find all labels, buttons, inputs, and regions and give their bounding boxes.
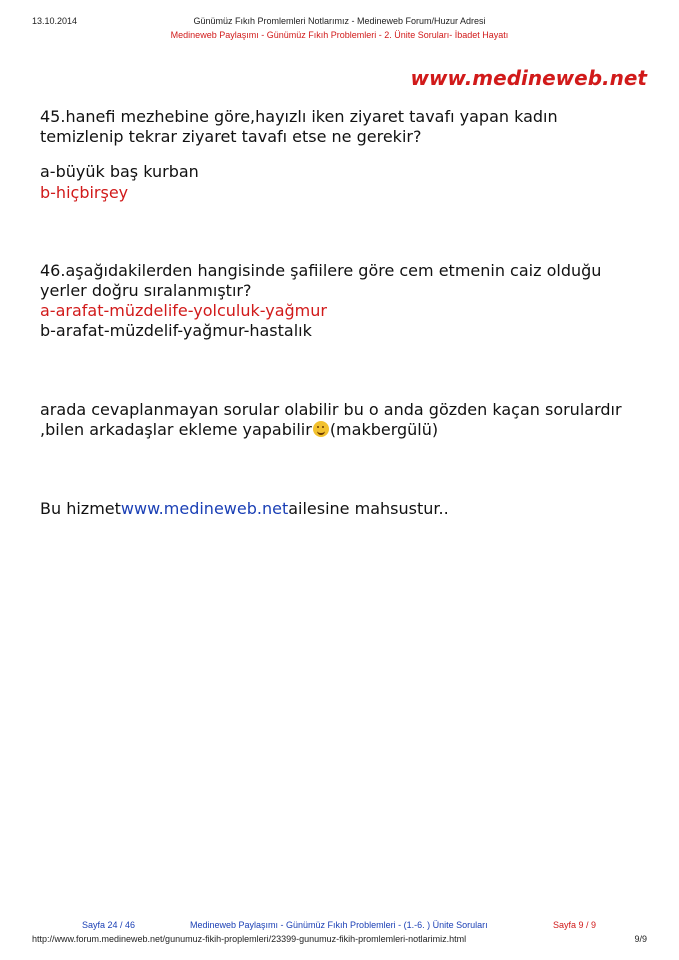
- question-45: [40, 107, 558, 147]
- watermark-url[interactable]: www.medineweb.net: [410, 66, 647, 90]
- question-45-option-b-answer: b-hiçbirşey: [40, 183, 129, 202]
- question-46-option-b: b-arafat-müzdelif-yağmur-hastalık: [40, 321, 312, 340]
- note-line-2-text: ,bilen arkadaşlar ekleme yapabilir: [40, 420, 312, 439]
- question-45-line-2: temizlenip tekrar ziyaret tavafı etse ne gerekir?: [40, 127, 422, 146]
- service-line: [40, 499, 449, 519]
- footer-title: Medineweb Paylaşımı - Günümüz Fıkıh Problemleri - (1.-6. ) Ünite Soruları: [190, 920, 488, 930]
- question-46-line-2: yerler doğru sıralanmıştır?: [40, 281, 252, 300]
- note-line-2: [40, 420, 622, 440]
- service-suffix: ailesine mahsustur..: [288, 499, 449, 518]
- note-line-1: arada cevaplanmayan sorular olabilir bu o anda gözden kaçan sorulardır: [40, 400, 622, 419]
- footer-page-number: Sayfa 9 / 9: [553, 920, 597, 930]
- service-prefix: Bu hizmet: [40, 499, 121, 518]
- question-46: [40, 261, 601, 301]
- footer-url[interactable]: http://www.forum.medineweb.net/gunumuz-fikih-proplemleri/23399-gunumuz-fikih-promlemleri-notlarimiz.html: [32, 934, 467, 944]
- question-45-line-1: 45.hanefi mezhebine göre,hayızlı iken ziyaret tavafı yapan kadın: [40, 107, 558, 126]
- print-date: 13.10.2014: [32, 16, 78, 26]
- question-46-option-a-answer: a-arafat-müzdelife-yolculuk-yağmur: [40, 301, 327, 320]
- footer-page-count: Sayfa 24 / 46: [82, 920, 136, 930]
- note-paragraph: [40, 400, 622, 440]
- service-link[interactable]: www.medineweb.net: [120, 499, 289, 518]
- pdf-page-indicator: 9/9: [634, 934, 647, 944]
- site-title: Günümüz Fıkıh Promlemleri Notlarımız - Medineweb Forum/Huzur Adresi: [193, 16, 486, 26]
- smiley-icon: [313, 421, 329, 437]
- document-subtitle: Medineweb Paylaşımı - Günümüz Fıkıh Problemleri - 2. Ünite Soruları- İbadet Hayatı: [170, 30, 509, 40]
- note-author: (makbergülü): [329, 420, 439, 439]
- question-45-option-a: a-büyük baş kurban: [40, 162, 199, 181]
- question-46-line-1: 46.aşağıdakilerden hangisinde şafiilere göre cem etmenin caiz olduğu: [40, 261, 602, 280]
